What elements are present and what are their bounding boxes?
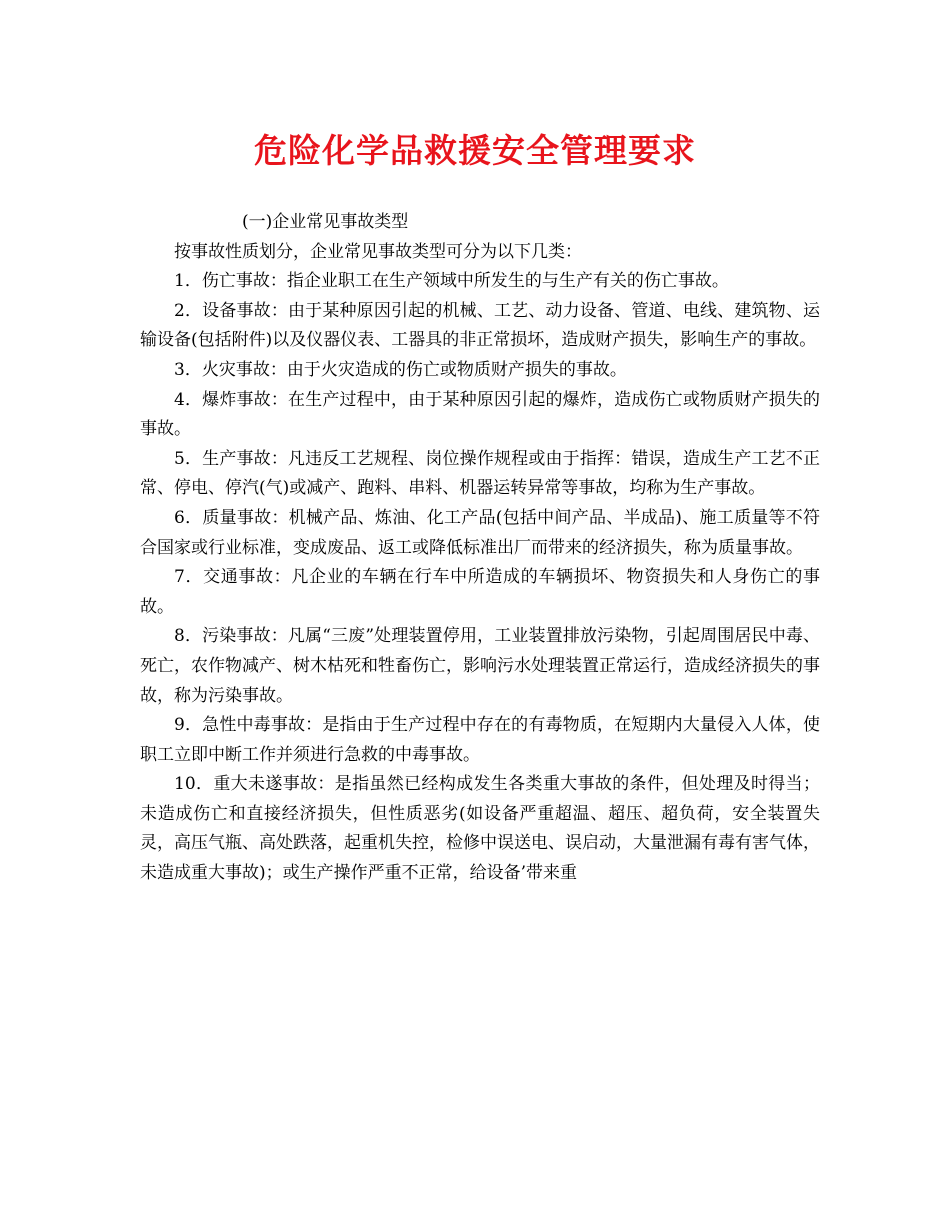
section-heading: (一)企业常见事故类型 bbox=[242, 212, 409, 232]
paragraph-item-9: 9．急性中毒事故：是指由于生产过程中存在的有毒物质，在短期内大量侵入人体，使职工立即中断工作并须进行急救的中毒事故。 bbox=[140, 715, 820, 765]
document-body bbox=[140, 208, 820, 889]
paragraph-item-2: 2．设备事故：由于某种原因引起的机械、工艺、动力设备、管道、电线、建筑物、运输设备(包括附件)以及仪器仪表、工器具的非正常损坏，造成财产损失，影响生产的事故。 bbox=[140, 300, 820, 351]
paragraph-item-4: 4．爆炸事故：在生产过程中，由于某种原因引起的爆炸，造成伤亡或物质财产损失的事故。 bbox=[140, 389, 820, 440]
paragraph-item-7: 7．交通事故：凡企业的车辆在行车中所造成的车辆损坏、物资损失和人身伤亡的事故。 bbox=[140, 567, 820, 617]
paragraph-item-3: 3．火灾事故：由于火灾造成的伤亡或物质财产损失的事故。 bbox=[174, 359, 627, 380]
paragraph-item-1: 1．伤亡事故：指企业职工在生产领域中所发生的与生产有关的伤亡事故。 bbox=[174, 271, 729, 292]
paragraph-item-5: 5．生产事故：凡违反工艺规程、岗位操作规程或由于指挥：错误，造成生产工艺不正常、停电、停汽(气)或减产、跑料、串料、机器运转异常等事故，均称为生产事故。 bbox=[140, 448, 820, 499]
paragraph-item-10: 10．重大未遂事故：是指虽然已经构成发生各类重大事故的条件，但处理及时得当；未造成伤亡和直接经济损失，但性质恶劣(如设备严重超温、超压、超负荷，安全装置失灵，高压气瓶、高处跌落，起重机失控，检修中误送电、误启动，大量泄漏有毒有害气体，未造成重大事故)；或生产操作严重不正常，给设备’带来重 bbox=[140, 774, 820, 884]
document-title: 危险化学品救援安全管理要求 bbox=[254, 131, 696, 170]
paragraph-item-8: 8．污染事故：凡属“三废”处理装置停用，工业装置排放污染物，引起周围居民中毒、死亡，农作物减产、树木枯死和牲畜伤亡，影响污水处理装置正常运行，造成经济损失的事故，称为污染事故。 bbox=[140, 626, 820, 706]
paragraph-item-6: 6．质量事故：机械产品、炼油、化工产品(包括中间产品、半成品)、施工质量等不符合国家或行业标准，变成废品、返工或降低标准出厂而带来的经济损失，称为质量事故。 bbox=[140, 507, 820, 558]
intro-paragraph: 按事故性质划分，企业常见事故类型可分为以下几类： bbox=[174, 241, 582, 262]
